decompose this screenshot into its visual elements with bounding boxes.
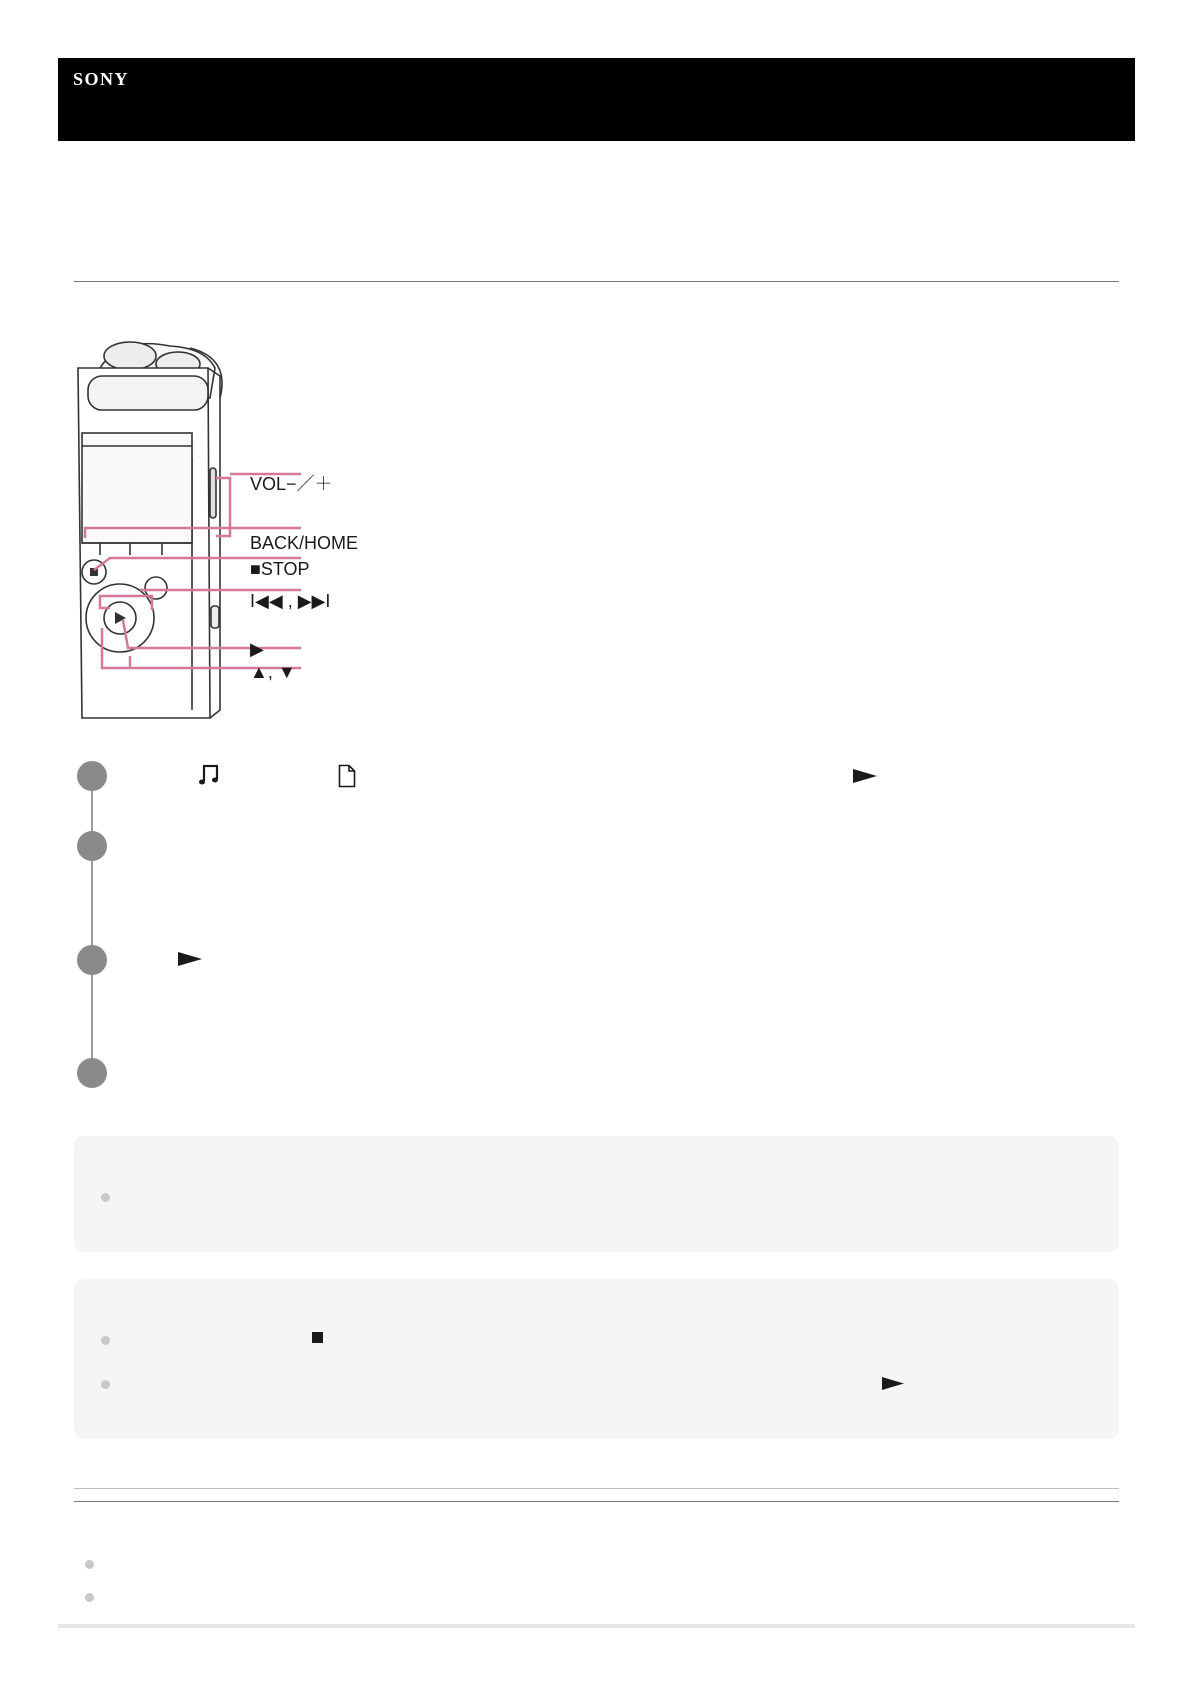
- step-2-marker: [77, 831, 107, 861]
- bullet: [101, 1336, 110, 1345]
- step-3-marker: [77, 945, 107, 975]
- footer-line: [58, 1624, 1135, 1628]
- note-box: [74, 1279, 1119, 1439]
- stop-icon: [312, 1332, 323, 1343]
- file-icon: [338, 764, 356, 788]
- play-icon: [853, 769, 877, 783]
- step-4-marker: [77, 1058, 107, 1088]
- bullet: [101, 1193, 110, 1202]
- play-icon: [882, 1377, 904, 1390]
- title-divider: [74, 281, 1119, 282]
- step-connector: [91, 775, 93, 1072]
- callout-stop: ■STOP: [250, 559, 310, 579]
- callout-back-home: BACK/HOME: [250, 533, 359, 553]
- music-note-icon: [198, 762, 222, 788]
- callout-skip: I◀◀ , ▶▶I: [250, 591, 331, 611]
- callout-up-down: ▲, ▼: [250, 662, 296, 682]
- related-bullet: [85, 1560, 94, 1569]
- hint-box: [74, 1136, 1119, 1252]
- play-icon: [178, 952, 202, 966]
- related-divider-top: [74, 1488, 1119, 1489]
- related-bullet: [85, 1593, 94, 1602]
- callout-play: ▶: [250, 639, 264, 659]
- step-1-marker: [77, 761, 107, 791]
- device-illustration: [70, 338, 390, 738]
- header-bar: [58, 58, 1135, 141]
- related-divider: [74, 1501, 1119, 1502]
- sony-logo: SONY: [73, 69, 130, 89]
- bullet: [101, 1380, 110, 1389]
- callout-vol: VOL−／＋: [250, 474, 333, 494]
